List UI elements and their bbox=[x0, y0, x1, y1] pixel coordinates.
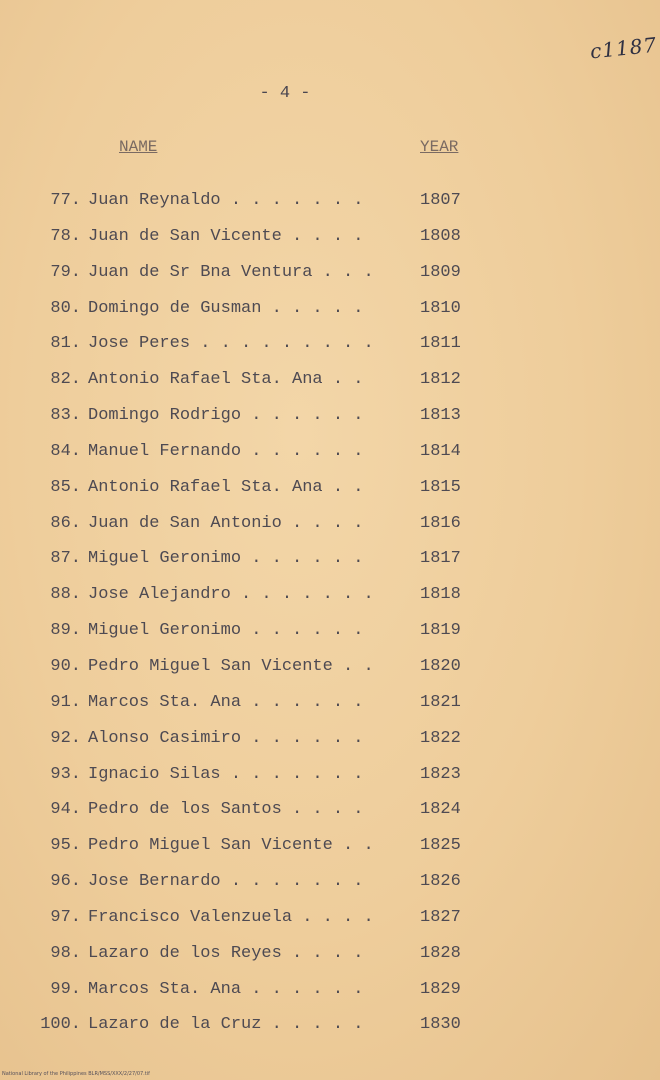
entry-year: 1830 bbox=[420, 1015, 461, 1035]
entry-year: 1810 bbox=[420, 298, 461, 318]
list-item bbox=[0, 1010, 660, 1046]
entry-name: Alonso Casimiro . . . . . . bbox=[88, 728, 364, 748]
entry-year: 1818 bbox=[420, 585, 461, 605]
entry-name: Antonio Rafael Sta. Ana . . bbox=[88, 477, 364, 497]
list-item bbox=[0, 544, 660, 580]
entry-year: 1822 bbox=[420, 728, 461, 748]
entry-name: Domingo Rodrigo . . . . . . bbox=[88, 406, 364, 426]
entry-number: 100. bbox=[40, 1015, 81, 1035]
entry-year: 1807 bbox=[420, 191, 461, 210]
entry-number: 96. bbox=[50, 872, 81, 892]
entry-name: Jose Bernardo . . . . . . . bbox=[88, 872, 364, 892]
entry-number: 88. bbox=[50, 585, 81, 605]
list-item bbox=[0, 222, 660, 258]
entry-number: 77. bbox=[50, 191, 81, 210]
entry-number: 87. bbox=[50, 549, 81, 569]
entry-name: Antonio Rafael Sta. Ana . . bbox=[88, 370, 364, 390]
list-item bbox=[0, 473, 660, 509]
entry-year: 1808 bbox=[420, 226, 461, 246]
entry-year: 1816 bbox=[420, 513, 461, 533]
entry-name: Pedro Miguel San Vicente . . bbox=[88, 656, 374, 676]
list-item bbox=[0, 652, 660, 688]
list-item bbox=[0, 724, 660, 760]
entry-number: 90. bbox=[50, 656, 81, 676]
entry-name: Miguel Geronimo . . . . . . bbox=[88, 549, 364, 569]
list-item bbox=[0, 616, 660, 652]
entry-name: Lazaro de la Cruz . . . . . bbox=[88, 1015, 364, 1035]
entry-number: 95. bbox=[50, 836, 81, 856]
entry-number: 78. bbox=[50, 226, 81, 246]
handwritten-annotation: c1187 bbox=[588, 32, 659, 64]
list-item bbox=[0, 258, 660, 294]
entry-name: Juan de San Vicente . . . . bbox=[88, 226, 364, 246]
entry-year: 1815 bbox=[420, 477, 461, 497]
entry-name: Miguel Geronimo . . . . . . bbox=[88, 621, 364, 641]
entry-year: 1817 bbox=[420, 549, 461, 569]
entry-number: 83. bbox=[50, 406, 81, 426]
entry-name: Marcos Sta. Ana . . . . . . bbox=[88, 979, 364, 999]
entry-number: 98. bbox=[50, 943, 81, 963]
entry-number: 81. bbox=[50, 334, 81, 354]
entry-year: 1829 bbox=[420, 979, 461, 999]
entry-year: 1819 bbox=[420, 621, 461, 641]
entry-year: 1820 bbox=[420, 656, 461, 676]
entry-name: Pedro Miguel San Vicente . . bbox=[88, 836, 374, 856]
entry-year: 1813 bbox=[420, 406, 461, 426]
entry-number: 80. bbox=[50, 298, 81, 318]
entry-number: 85. bbox=[50, 477, 81, 497]
entry-year: 1824 bbox=[420, 800, 461, 820]
entry-year: 1811 bbox=[420, 334, 461, 354]
list-item bbox=[0, 509, 660, 545]
entry-name: Juan de Sr Bna Ventura . . . bbox=[88, 262, 374, 282]
entry-number: 91. bbox=[50, 692, 81, 712]
list-item bbox=[0, 186, 660, 222]
list-item bbox=[0, 580, 660, 616]
entry-year: 1823 bbox=[420, 764, 461, 784]
entry-year: 1828 bbox=[420, 943, 461, 963]
list-item bbox=[0, 294, 660, 330]
page-number: - 4 - bbox=[259, 84, 311, 103]
entry-number: 97. bbox=[50, 907, 81, 927]
scan-footer-caption: National Library of the Philippines BLR/MSS/XXX/2/27/07.tif bbox=[2, 1071, 150, 1077]
list-item bbox=[0, 760, 660, 796]
entry-name: Jose Peres . . . . . . . . . bbox=[88, 334, 374, 354]
entry-number: 86. bbox=[50, 513, 81, 533]
entry-name: Manuel Fernando . . . . . . bbox=[88, 441, 364, 461]
list-item bbox=[0, 437, 660, 473]
entry-name: Pedro de los Santos . . . . bbox=[88, 800, 364, 820]
entry-number: 94. bbox=[50, 800, 81, 820]
entry-name: Juan de San Antonio . . . . bbox=[88, 513, 364, 533]
entry-number: 79. bbox=[50, 262, 81, 282]
entry-name: Juan Reynaldo . . . . . . . bbox=[88, 191, 364, 210]
list-item bbox=[0, 795, 660, 831]
list-item bbox=[0, 903, 660, 939]
entry-name: Marcos Sta. Ana . . . . . . bbox=[88, 692, 364, 712]
entry-number: 92. bbox=[50, 728, 81, 748]
list-item bbox=[0, 831, 660, 867]
entry-year: 1825 bbox=[420, 836, 461, 856]
list-item bbox=[0, 939, 660, 975]
year-column-header: YEAR bbox=[420, 138, 459, 156]
entry-name: Francisco Valenzuela . . . . bbox=[88, 907, 374, 927]
list-item bbox=[0, 329, 660, 365]
entry-year: 1814 bbox=[420, 441, 461, 461]
entry-year: 1821 bbox=[420, 692, 461, 712]
entry-year: 1812 bbox=[420, 370, 461, 390]
list-item bbox=[0, 365, 660, 401]
entry-year: 1809 bbox=[420, 262, 461, 282]
entry-name: Ignacio Silas . . . . . . . bbox=[88, 764, 364, 784]
entry-name: Lazaro de los Reyes . . . . bbox=[88, 943, 364, 963]
entries-list bbox=[0, 186, 660, 1046]
list-item bbox=[0, 867, 660, 903]
list-item bbox=[0, 401, 660, 437]
entry-year: 1827 bbox=[420, 907, 461, 927]
entry-year: 1826 bbox=[420, 872, 461, 892]
list-item bbox=[0, 975, 660, 1011]
entry-name: Jose Alejandro . . . . . . . bbox=[88, 585, 374, 605]
entry-number: 82. bbox=[50, 370, 81, 390]
entry-number: 93. bbox=[50, 764, 81, 784]
entry-number: 84. bbox=[50, 441, 81, 461]
entry-name: Domingo de Gusman . . . . . bbox=[88, 298, 364, 318]
entry-number: 99. bbox=[50, 979, 81, 999]
list-item bbox=[0, 688, 660, 724]
name-column-header: NAME bbox=[119, 138, 158, 156]
entry-number: 89. bbox=[50, 621, 81, 641]
